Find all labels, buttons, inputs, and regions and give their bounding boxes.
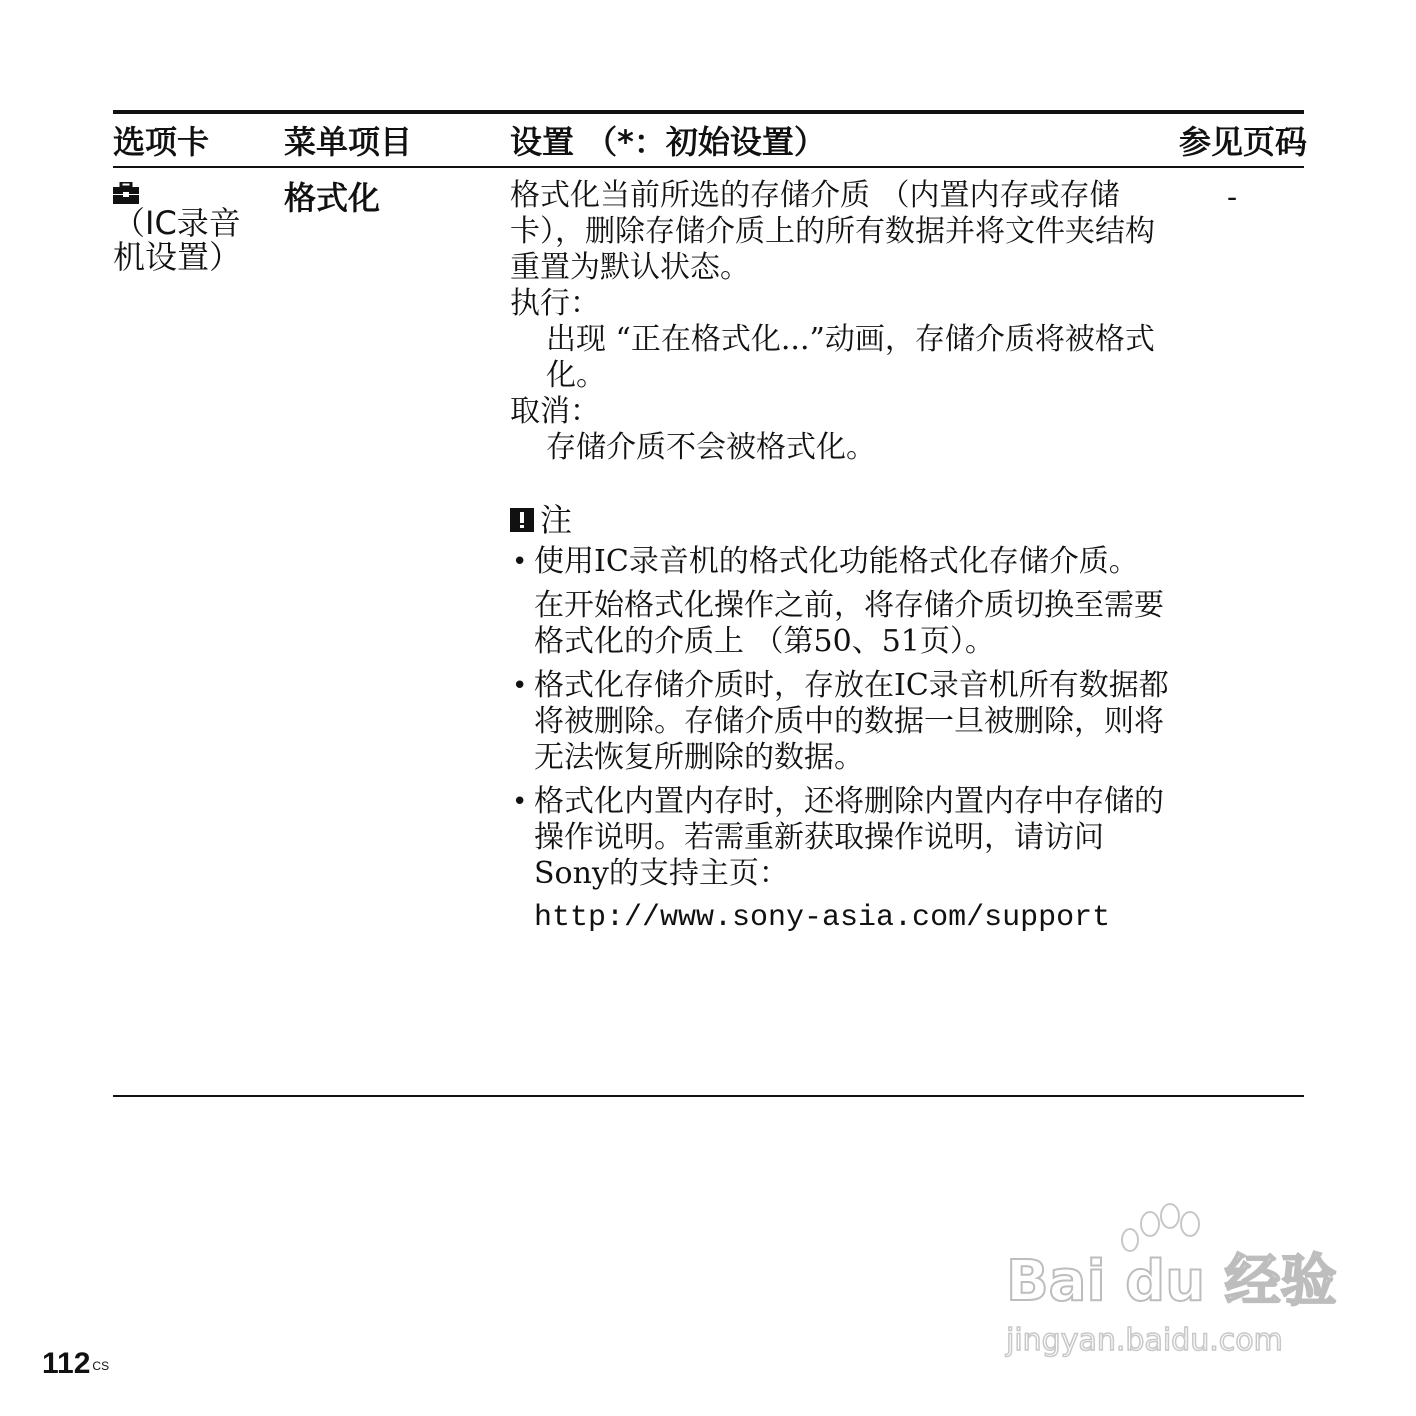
note-heading	[510, 500, 1170, 540]
notes-list	[510, 544, 1170, 936]
header-rule	[113, 166, 1304, 168]
bullet: •	[512, 671, 528, 701]
menu-item-format: 格式化	[284, 179, 381, 217]
note-text: 格式化内置内存时，还将删除内置内存中存储的操作说明。若需重新获取操作说明，请访问Sony的支持主页：	[534, 784, 1164, 891]
reference-page-value: -	[1227, 180, 1238, 215]
cancel-label: 取消：	[510, 394, 600, 429]
format-description: 格式化当前所选的存储介质 （内置内存或存储卡），删除存储介质上的所有数据并将文件夹结构重置为默认状态。	[510, 178, 1155, 285]
setting-cell	[510, 178, 1170, 944]
execute-text: 出现 “正在格式化...”动画，存储介质将被格式化。	[546, 322, 1155, 393]
page-number-value: 112	[42, 1347, 91, 1380]
support-url: http://www.sony-asia.com/support	[534, 901, 1111, 935]
toolbox-icon	[113, 182, 139, 204]
top-rule	[113, 110, 1304, 114]
warning-icon	[510, 508, 534, 532]
watermark-url: jingyan.baidu.com	[1006, 1323, 1283, 1358]
header-tab: 选项卡	[113, 123, 210, 161]
tab-cell	[113, 182, 263, 274]
note-extra: 在开始格式化操作之前，将存储介质切换至需要格式化的介质上 （第50、51页）。	[534, 588, 1164, 659]
page-number	[42, 1346, 109, 1382]
cancel-text: 存储介质不会被格式化。	[546, 430, 876, 465]
note-text: 使用IC录音机的格式化功能格式化存储介质。	[534, 544, 1139, 579]
baidu-jingyan-watermark	[1000, 1200, 1340, 1370]
bottom-rule	[113, 1095, 1304, 1097]
header-menu-item: 菜单项目	[284, 123, 413, 161]
note-item	[510, 544, 1170, 660]
header-reference-page: 参见页码	[1179, 123, 1308, 161]
note-item	[510, 668, 1170, 776]
note-title: 注	[540, 501, 573, 539]
tab-label: （IC录音机设置）	[113, 204, 242, 276]
note-item	[510, 784, 1170, 936]
header-setting: 设置 （*：初始设置）	[510, 123, 826, 161]
watermark-brand: Bai du 经验	[1006, 1249, 1337, 1314]
page-language-code: CS	[92, 1359, 110, 1373]
bullet: •	[512, 787, 528, 817]
execute-label: 执行：	[510, 286, 600, 321]
note-text: 格式化存储介质时，存放在IC录音机所有数据都将被删除。存储介质中的数据一旦被删除，则将无法恢复所删除的数据。	[534, 668, 1169, 775]
bullet: •	[512, 547, 528, 577]
